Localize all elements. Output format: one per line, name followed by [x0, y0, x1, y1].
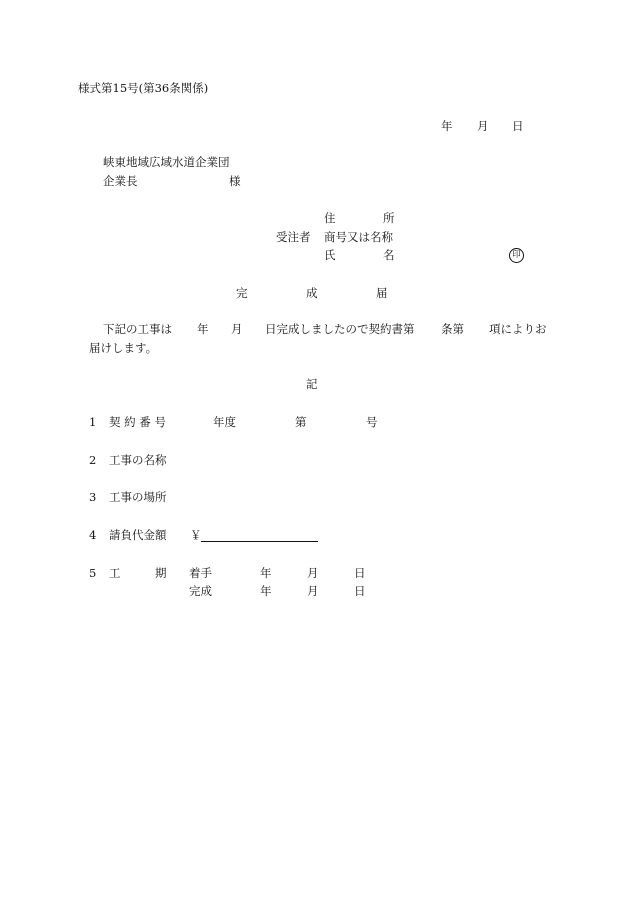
- heading-char-3: 届: [376, 286, 388, 300]
- body-year-label: 年: [197, 322, 209, 336]
- item-5-label-part2: 期: [155, 566, 167, 580]
- addressee-title: 企業長: [103, 174, 138, 188]
- date-month-label: 月: [477, 119, 489, 133]
- body-text-part2: 日完成しましたので契約書第: [265, 322, 415, 336]
- period-start-year: 年: [260, 566, 272, 580]
- item-1-go: 号: [366, 415, 378, 429]
- trade-name-label: 商号又は名称: [324, 230, 393, 244]
- period-start-label: 着手: [189, 566, 212, 580]
- item-1-year-suffix: 年度: [213, 415, 236, 429]
- period-end-label: 完成: [189, 584, 212, 598]
- period-start-day: 日: [354, 566, 366, 580]
- name-label-part1: 氏: [324, 248, 336, 262]
- body-month-label: 月: [231, 322, 243, 336]
- contractor-role-label: 受注者: [276, 230, 311, 244]
- item-4-label: 請負代金額: [109, 528, 167, 542]
- period-end-month: 月: [307, 584, 319, 598]
- period-start-month: 月: [307, 566, 319, 580]
- addressee-organization: 峡東地域広域水道企業団: [103, 155, 230, 169]
- name-label-part2: 名: [383, 248, 395, 262]
- address-label-part2: 所: [383, 211, 395, 225]
- address-label-part1: 住: [324, 211, 336, 225]
- body-text-line2: 届けします。: [89, 341, 158, 355]
- item-4-number: 4: [89, 528, 97, 542]
- item-1-dai: 第: [295, 415, 307, 429]
- date-year-label: 年: [441, 119, 453, 133]
- body-text-part3: 項によりお: [489, 322, 547, 336]
- item-5-number: 5: [89, 566, 97, 580]
- heading-char-2: 成: [306, 286, 318, 300]
- seal-mark: 印: [509, 248, 524, 263]
- item-1-label: 契 約 番 号: [109, 415, 166, 429]
- item-3-number: 3: [89, 490, 97, 504]
- addressee-honorific: 様: [229, 174, 241, 188]
- ki-heading: 記: [306, 377, 318, 391]
- period-end-day: 日: [354, 584, 366, 598]
- item-2-number: 2: [89, 453, 97, 467]
- heading-char-1: 完: [236, 286, 248, 300]
- form-number: 様式第15号(第36条関係): [78, 81, 209, 95]
- contract-amount-line: [201, 540, 318, 542]
- body-text-part1: 下記の工事は: [103, 322, 172, 336]
- body-article-label: 条第: [441, 322, 464, 336]
- item-5-label-part1: 工: [109, 566, 121, 580]
- item-1-number: 1: [89, 415, 97, 429]
- item-2-label: 工事の名称: [109, 453, 167, 467]
- date-day-label: 日: [512, 119, 524, 133]
- period-end-year: 年: [260, 584, 272, 598]
- item-4-currency: ￥: [190, 528, 202, 542]
- item-3-label: 工事の場所: [109, 490, 167, 504]
